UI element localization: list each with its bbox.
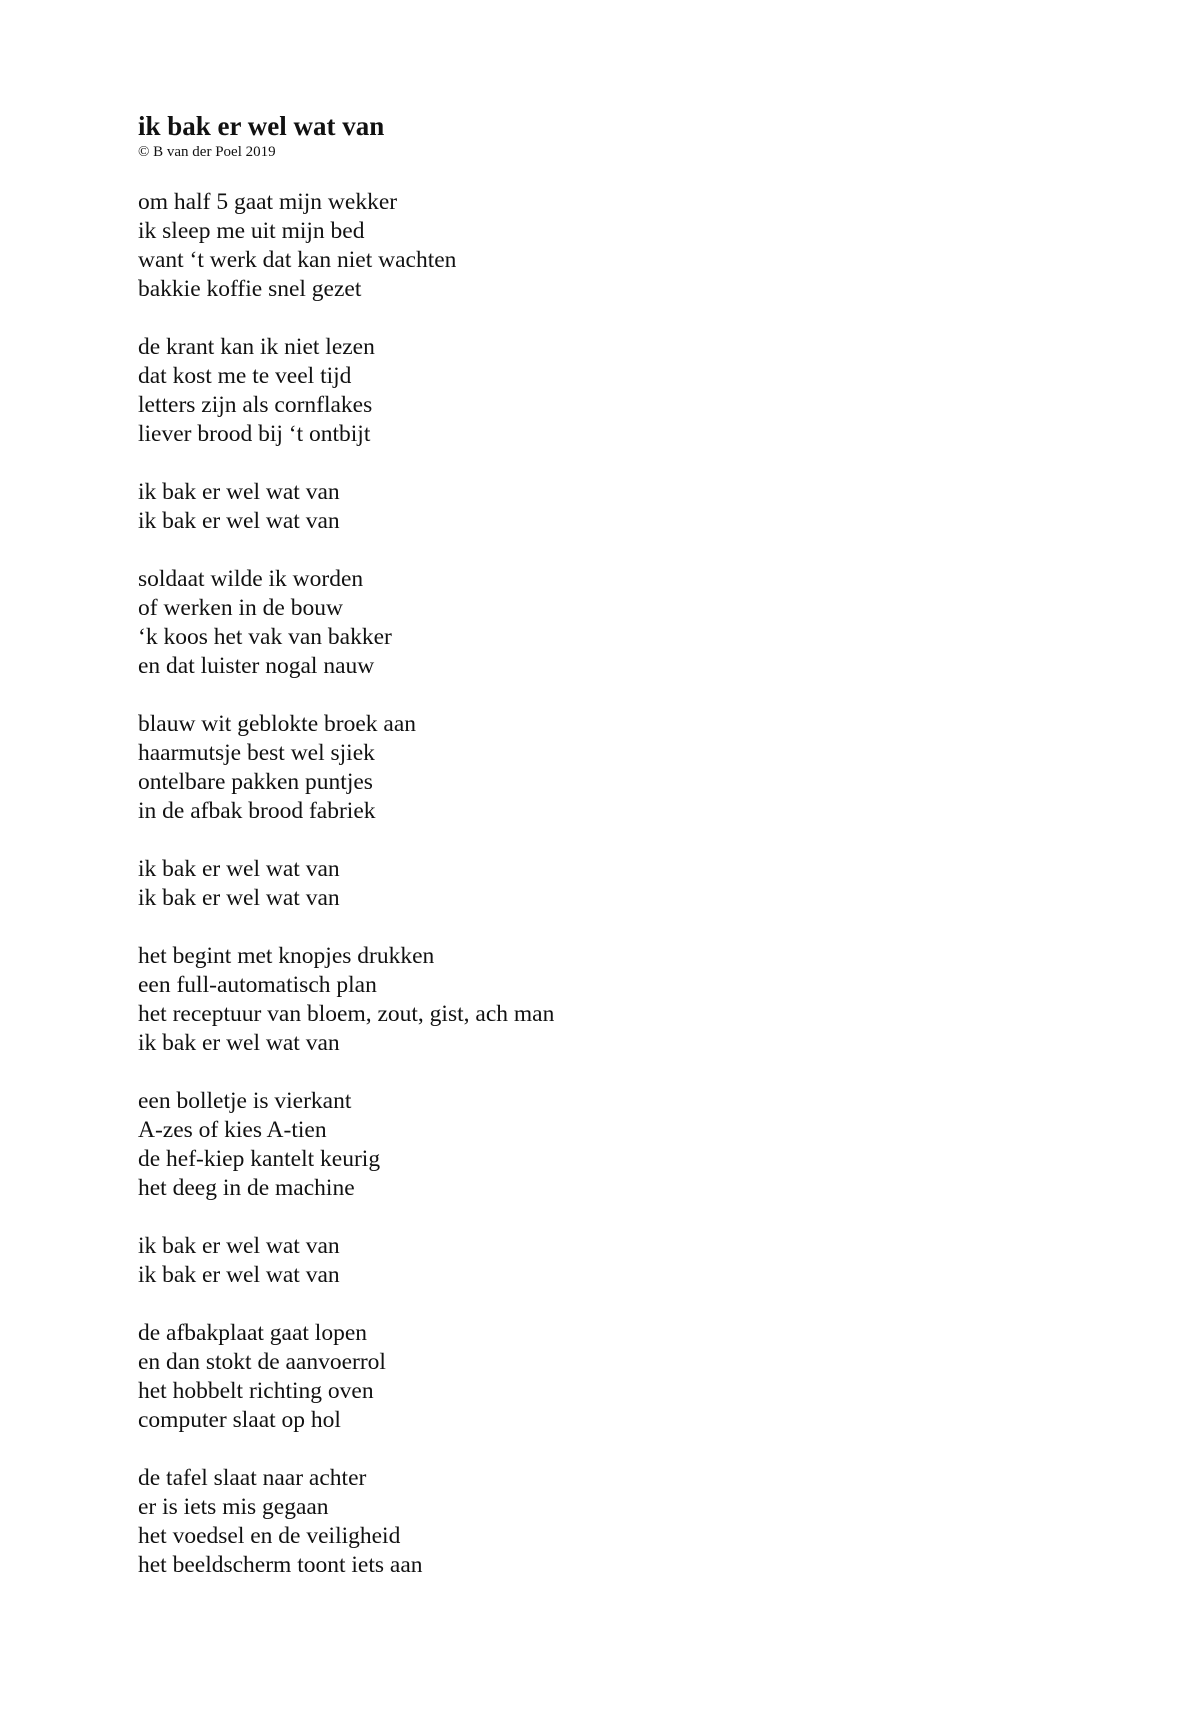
poem-line: het receptuur van bloem, zout, gist, ach man [138, 1001, 555, 1027]
stanza-6 [138, 1087, 1038, 1203]
poem-body [138, 188, 1038, 1580]
stanza-2 [138, 333, 1038, 449]
poem-line: het begint met knopjes drukken [138, 943, 435, 969]
poem-title: ik bak er wel wat van [138, 111, 385, 141]
poem-line: ik bak er wel wat van [138, 885, 340, 911]
poem-line: ik bak er wel wat van [138, 479, 340, 505]
poem-line: A-zes of kies A-tien [138, 1117, 327, 1143]
poem-line: ik bak er wel wat van [138, 1030, 340, 1056]
poem-line: er is iets mis gegaan [138, 1494, 329, 1520]
poem-line: het beeldscherm toont iets aan [138, 1552, 423, 1578]
poem-line: haarmutsje best wel sjiek [138, 740, 375, 766]
poem-line: een bolletje is vierkant [138, 1088, 352, 1114]
poem-line: dat kost me te veel tijd [138, 363, 352, 389]
poem-line: ik sleep me uit mijn bed [138, 218, 365, 244]
poem-line: ik bak er wel wat van [138, 1262, 340, 1288]
poem-line: blauw wit geblokte broek aan [138, 711, 416, 737]
poem-line: de tafel slaat naar achter [138, 1465, 367, 1491]
stanza-8 [138, 1464, 1038, 1580]
poem-line: in de afbak brood fabriek [138, 798, 376, 824]
poem-line: want ‘t werk dat kan niet wachten [138, 247, 457, 273]
poem-line: om half 5 gaat mijn wekker [138, 189, 398, 215]
poem-line: de afbakplaat gaat lopen [138, 1320, 368, 1346]
poem-line: het hobbelt richting oven [138, 1378, 374, 1404]
poem-line: ik bak er wel wat van [138, 1233, 340, 1259]
poem-line: ik bak er wel wat van [138, 856, 340, 882]
poem-line: liever brood bij ‘t ontbijt [138, 421, 371, 447]
poem-line: bakkie koffie snel gezet [138, 276, 362, 302]
poem-line: ik bak er wel wat van [138, 508, 340, 534]
poem-line: ontelbare pakken puntjes [138, 769, 373, 795]
copyright-notice: © B van der Poel 2019 [138, 144, 276, 160]
poem-line: de krant kan ik niet lezen [138, 334, 375, 360]
poem-line: en dat luister nogal nauw [138, 653, 375, 679]
poem-line: de hef-kiep kantelt keurig [138, 1146, 381, 1172]
stanza-3 [138, 565, 1038, 681]
poem-line: het voedsel en de veiligheid [138, 1523, 401, 1549]
stanza-1 [138, 188, 1038, 304]
poem-line: computer slaat op hol [138, 1407, 341, 1433]
refrain-1 [138, 478, 1038, 536]
refrain-3 [138, 1232, 1038, 1290]
poem-line: het deeg in de machine [138, 1175, 355, 1201]
poem-line: en dan stokt de aanvoerrol [138, 1349, 386, 1375]
poem-line: een full-automatisch plan [138, 972, 377, 998]
poem-content [138, 110, 1038, 1609]
stanza-5 [138, 942, 1038, 1058]
stanza-4 [138, 710, 1038, 826]
poem-line: soldaat wilde ik worden [138, 566, 364, 592]
refrain-2 [138, 855, 1038, 913]
poem-line: ‘k koos het vak van bakker [138, 624, 392, 650]
poem-line: of werken in de bouw [138, 595, 343, 621]
poem-line: letters zijn als cornflakes [138, 392, 373, 418]
stanza-7 [138, 1319, 1038, 1435]
